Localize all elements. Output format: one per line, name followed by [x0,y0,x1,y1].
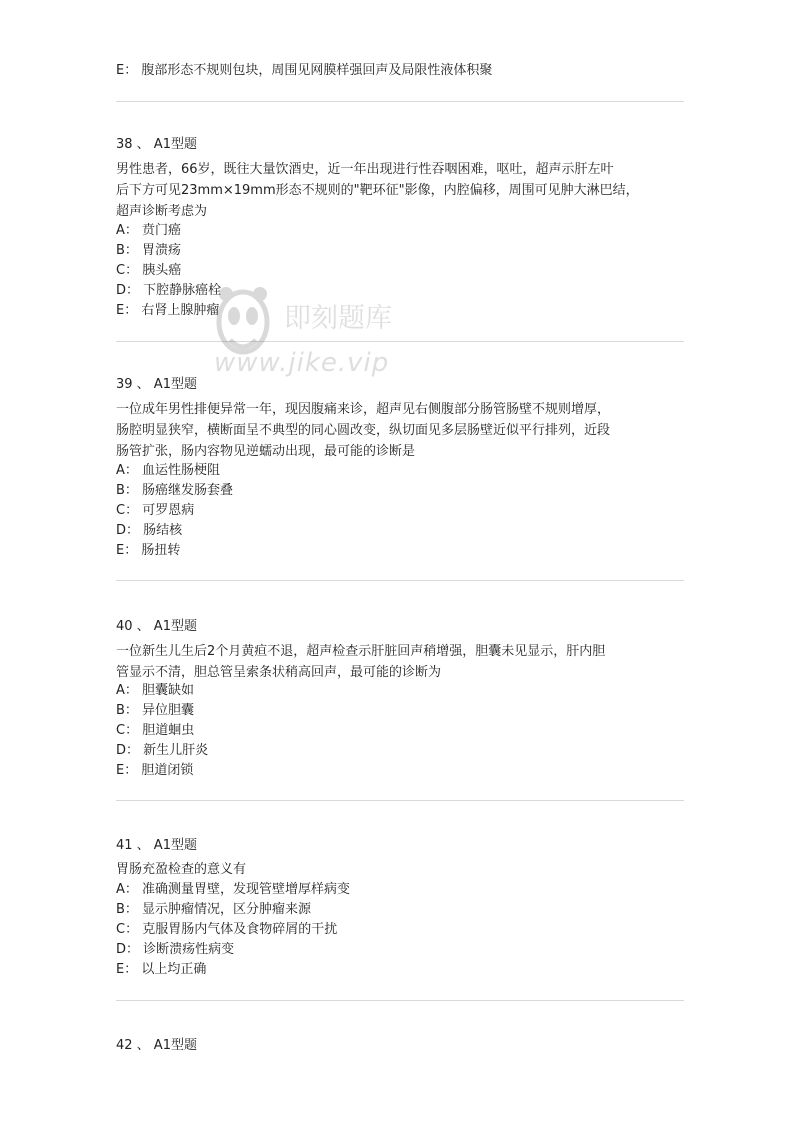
question-40-option-b[interactable]: B： 异位胆囊 [116,703,195,718]
question-38-stem-line: 男性患者，66岁，既往大量饮酒史，近一年出现进行性吞咽困难，呕吐，超声示肝左叶 [116,162,614,177]
question-41-option-a[interactable]: A： 准确测量胃壁，发现管壁增厚样病变 [116,882,351,897]
question-38-option-b[interactable]: B： 胃溃疡 [116,243,182,258]
question-38-option-c[interactable]: C： 胰头癌 [116,263,182,278]
question-41-option-b[interactable]: B： 显示肿瘤情况，区分肿瘤来源 [116,902,312,917]
question-41-option-e[interactable]: E： 以上均正确 [116,962,207,977]
question-39-header: 39 、 A1型题 [116,377,197,392]
question-38-header: 38 、 A1型题 [116,137,197,152]
question-39-stem-line: 肠腔明显狭窄，横断面呈不典型的同心圆改变，纵切面见多层肠壁近似平行排列，近段 [116,423,611,438]
question-41-stem-line: 胃肠充盈检查的意义有 [116,862,247,877]
watermark-brand: 即刻题库 [284,303,392,334]
question-38-option-a[interactable]: A： 贲门癌 [116,223,182,238]
question-39-stem-line: 一位成年男性排便异常一年，现因腹痛来诊，超声见右侧腹部分肠管肠壁不规则增厚， [116,402,611,417]
question-divider [116,101,684,102]
question-38-stem-line: 后下方可见23mm×19mm形态不规则的"靶环征"影像，内腔偏移，周围可见肿大淋巴结， [116,183,639,198]
question-divider [116,800,684,801]
question-38-option-e[interactable]: E： 右肾上腺肿瘤 [116,303,220,318]
question-38-stem-line: 超声诊断考虑为 [116,204,208,219]
watermark-url: www.jike.vip [214,348,390,378]
watermark [212,282,442,392]
question-39-option-b[interactable]: B： 肠癌继发肠套叠 [116,483,234,498]
question-40-stem-line: 管显示不清，胆总管呈索条状稍高回声，最可能的诊断为 [116,665,442,680]
question-38-option-d[interactable]: D： 下腔静脉癌栓 [116,283,222,298]
question-42-header: 42 、 A1型题 [116,1038,197,1053]
question-41-header: 41 、 A1型题 [116,838,197,853]
question-41-option-c[interactable]: C： 克服胃肠内气体及食物碎屑的干扰 [116,922,338,937]
question-divider [116,341,684,342]
question-40-header: 40 、 A1型题 [116,619,197,634]
question-divider [116,1000,684,1001]
question-40-option-c[interactable]: C： 胆道蛔虫 [116,723,195,738]
question-39-stem-line: 肠管扩张，肠内容物见逆蠕动出现，最可能的诊断是 [116,444,416,459]
question-40-stem-line: 一位新生儿生后2个月黄疸不退，超声检查示肝脏回声稍增强，胆囊未见显示，肝内胆 [116,644,606,659]
question-39-option-a[interactable]: A： 血运性肠梗阻 [116,463,221,478]
question-40-option-a[interactable]: A： 胆囊缺如 [116,683,195,698]
question-39-option-d[interactable]: D： 肠结核 [116,523,183,538]
question-41-option-d[interactable]: D： 诊断溃疡性病变 [116,942,235,957]
question-divider [116,580,684,581]
question-39-option-e[interactable]: E： 肠扭转 [116,543,181,558]
question-40-option-d[interactable]: D： 新生儿肝炎 [116,743,209,758]
prev-question-option-e: E： 腹部形态不规则包块，周围见网膜样强回声及局限性液体积聚 [116,63,493,78]
panda-logo-icon [212,282,274,360]
question-40-option-e[interactable]: E： 胆道闭锁 [116,763,194,778]
question-39-option-c[interactable]: C： 可罗恩病 [116,503,195,518]
